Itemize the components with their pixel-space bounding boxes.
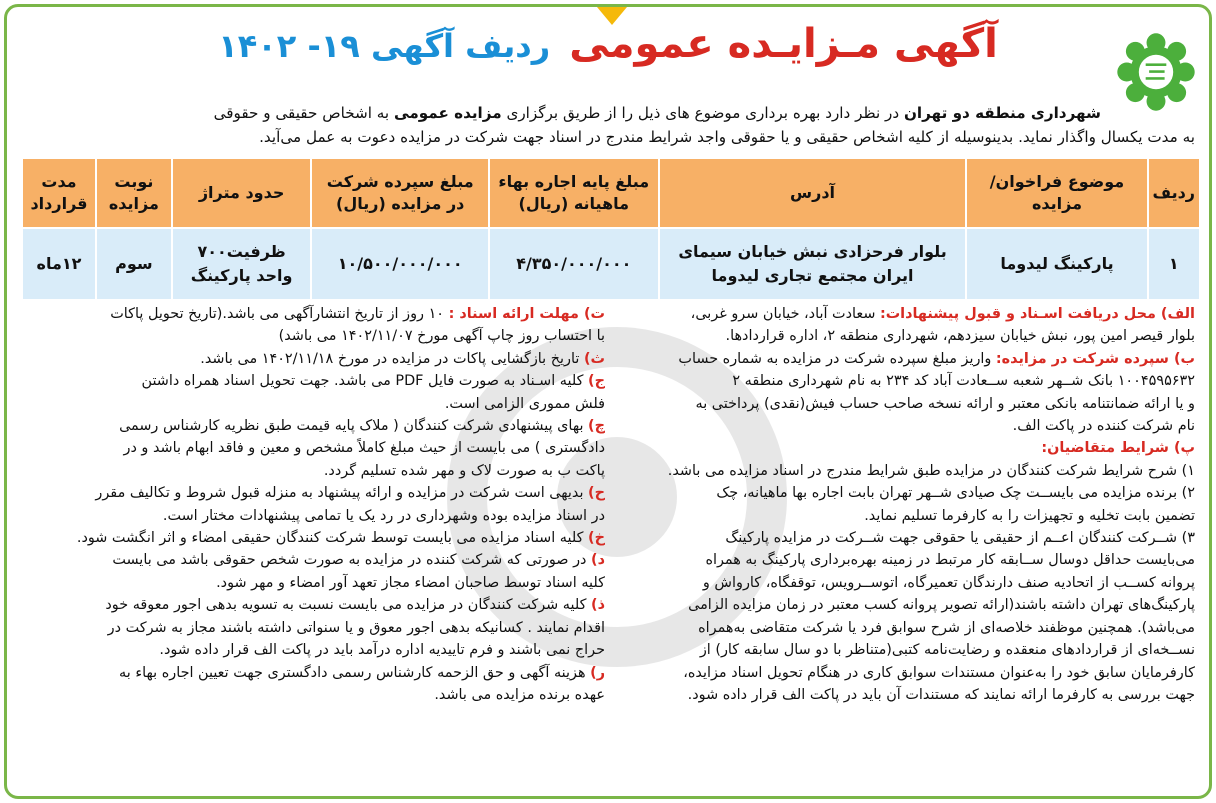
- section-j-text-2: فلش مموری الزامی است.: [444, 395, 605, 412]
- section-p-item-3-cont-2: پروانه کســب از اتحادیه صنف دارندگان تعمیرگاه، اتوســرویس، توقفگاه، کارواش و: [702, 574, 1195, 591]
- advertisement-frame: [4, 4, 1212, 799]
- section-p-title: پ) شرایط متقاضیان:: [1041, 440, 1195, 457]
- section-h-title: ح): [588, 485, 605, 502]
- intro-org: شهرداری منطقه دو تهران: [903, 104, 1101, 122]
- section-ch-title: چ): [588, 418, 605, 435]
- section-p-item-2: ۲) برنده مزایده می بایســت چک صیادی شــهر تهران بابت اجاره بها ماهیانه، چک: [716, 485, 1195, 502]
- section-p-item-2-cont: تضمین بابت تخلیه و تجهیزات را به کارفرما تسلیم نماید.: [864, 507, 1195, 524]
- header-row-number: ردیف: [1148, 158, 1200, 228]
- section-h-text: بدیهی است شرکت در مزایده و ارائه پیشنهاد به منزله قبول شروط و تکالیف مقرر: [95, 485, 584, 502]
- cell-round: سوم: [96, 228, 172, 300]
- section-r-title: ر): [590, 664, 605, 681]
- section-ch-text-3: پاکت ب به صورت لاک و مهر شده تسلیم گردد.: [323, 462, 605, 479]
- section-z-text-3: حراج نمی باشند و فرم تاییدیه اداره درآمد باید در پاکت الف قرار داده شود.: [159, 642, 605, 659]
- table-row: [22, 228, 1200, 300]
- cell-deposit: ۱۰/۵۰۰/۰۰۰/۰۰۰: [311, 228, 489, 300]
- auction-table: [21, 157, 1201, 301]
- section-z-text-2: اقدام نمایند . کسانیکه بدهی اجور معوق و یا سنواتی داشته باشند مجاز به شرکت در: [107, 619, 605, 636]
- section-b-text-2: ۱۰۰۴۵۹۵۶۳۲ بانک شــهر شعبه ســعادت آباد کد ۲۳۴ به نام شهرداری منطقه ۲: [732, 373, 1195, 390]
- section-b-text: واریز مبلغ سپرده شرکت در مزایده به شماره حساب: [678, 350, 992, 367]
- section-p-item-1: ۱) شرح شرایط شرکت کنندگان در مزایده طبق شرایط مندرج در اسناد مزایده می باشد.: [667, 462, 1195, 479]
- intro-end: به اشخاص حقیقی و حقوقی: [213, 104, 390, 122]
- section-r-text: هزینه آگهی و حق الزحمه کارشناس رسمی دادگستری جهت تعیین اجاره بهاء به: [119, 664, 586, 681]
- headline-title: آگهی مـزایـده عمومی: [569, 21, 998, 67]
- header-address: آدرس: [659, 158, 967, 228]
- section-b-title: ب) سپرده شرکت در مزایده:: [995, 350, 1195, 367]
- section-p-item-3-cont-4: می‌باشد). همچنین موظفند خلاصه‌ای از شرح سوابق فرد یا شرکت متقاضی به‌همراه: [698, 619, 1195, 636]
- conditions-left-column: [21, 303, 605, 706]
- intro-line-2: به مدت یکسال واگذار نماید. بدینوسیله از کلیه اشخاص حقیقی و یا حقوقی واجد شرایط مندرج در اسناد جهت شرکت در مزایده دعوت به عمل می‌آید.: [259, 128, 1195, 146]
- cell-row-number: ۱: [1148, 228, 1200, 300]
- section-r-text-2: عهده برنده مزایده می باشد.: [434, 686, 605, 703]
- header-deposit: مبلغ سپرده شرکت در مزایده (ریال): [311, 158, 489, 228]
- headline-row-label: ردیف آگهی ۱۹- ۱۴۰۲: [218, 27, 551, 65]
- cell-area: ظرفیت۷۰۰ واحد پارکینگ: [172, 228, 312, 300]
- section-ch-text: بهای پیشنهادی شرکت کنندگان ( ملاک پایه قیمت طبق نظریه کارشناس رسمی: [119, 418, 584, 435]
- section-p-item-3-cont-3: پارکینگ‌های تهران داشته باشند(ارائه تصویر پروانه کسب معتبر در زمان مزایده الزامی: [688, 597, 1195, 614]
- section-s-title: ث): [583, 350, 605, 367]
- header-duration: مدت قرارداد: [22, 158, 96, 228]
- section-j-title: ج): [588, 373, 605, 390]
- section-kh-text: کلیه اسناد مزایده می بایست توسط شرکت کنندگان حقیقی امضاء و اثر انگشت شود.: [76, 530, 584, 547]
- section-a-title: الف) محل دریافت اسـناد و قبول پیشنهادات:: [879, 306, 1195, 322]
- section-ch-text-2: دادگستری ) می بایست از حیث مبلغ کاملاً مشخص و معین و فاقد ابهام باشد و در: [123, 440, 605, 457]
- section-z-title: ذ): [591, 597, 605, 614]
- cell-address: بلوار فرحزادی نبش خیابان سیمای ایران مجتمع تجاری لیدوما: [659, 228, 967, 300]
- headline: [7, 21, 1209, 67]
- table-header-row: [22, 158, 1200, 228]
- section-p-item-3-cont-1: می‌بایست حداقل دوسال ســابقه کار مرتبط در زمینه بهره‌برداری پارکینگ به همراه: [705, 552, 1195, 569]
- section-t-text-2: با احتساب روز چاپ آگهی مورخ ۱۴۰۲/۱۱/۰۷ می باشد): [278, 328, 605, 345]
- section-d-text: در صورتی که شرکت کننده در مزایده به صورت شخص حقوقی باشد می بایست: [112, 552, 587, 569]
- section-b-text-3: و یا ارائه ضمانتنامه بانکی معتبر و ارائه نسخه صاحب حساب فیش(نقدی) پرداختی به: [695, 395, 1195, 412]
- header-area: حدود متراژ: [172, 158, 312, 228]
- header-subject: موضوع فراخوان/مزایده: [966, 158, 1147, 228]
- section-z-text: کلیه شرکت کنندگان در مزایده می بایست نسبت به تسویه بدهی اجور معوقه خود: [105, 597, 587, 614]
- intro-mid: در نظر دارد بهره برداری موضوع های ذیل را از طریق برگزاری: [506, 104, 900, 122]
- cell-subject: پارکینگ لیدوما: [966, 228, 1147, 300]
- section-p-item-3: ۳) شــرکت کنندگان اعــم از حقیقی یا حقوقی جهت شــرکت در مزایده پارکینگ: [725, 530, 1195, 547]
- section-d-title: د): [591, 552, 605, 569]
- section-kh-title: خ): [588, 530, 605, 547]
- section-a-text-2: بلوار قیصر امین پور، نبش خیابان سیزدهم، شهرداری منطقه ۲، اداره قراردادها.: [725, 328, 1195, 345]
- section-b-text-4: نام شرکت کننده در پاکت الف.: [1012, 418, 1195, 435]
- header-base-rent: مبلغ پایه اجاره بهاء ماهیانه (ریال): [489, 158, 659, 228]
- section-j-text: کلیه اسـناد به صورت فایل PDF می باشد. جهت تحویل اسناد همراه داشتن: [141, 373, 584, 390]
- section-a-text: سعادت آباد، خیابان سرو غربی،: [690, 306, 876, 322]
- section-t-title: ت) مهلت ارائه اسناد :: [448, 306, 605, 322]
- section-t-text: ۱۰ روز از تاریخ انتشارآگهی می باشد.(تاریخ تحویل پاکات: [110, 306, 445, 322]
- intro-auction-type: مزایده عمومی: [393, 104, 502, 122]
- header-round: نوبت مزایده: [96, 158, 172, 228]
- section-s-text: تاریخ بازگشایی پاکات در مزایده در مورخ ۱۴۰۲/۱۱/۱۸ می باشد.: [200, 350, 580, 367]
- section-h-text-2: در اسناد مزایده بوده وشهرداری در رد یک یا تمامی پیشنهادات مختار است.: [162, 507, 605, 524]
- section-p-item-3-cont-6: کارفرمایان سابق خود را به‌عنوان مستندات سوابق کاری در هنگام تحویل اسناد مزایده،: [683, 664, 1195, 681]
- section-p-item-3-cont-5: نســخه‌ای از قراردادهای منعقده و رضایت‌نامه کتبی(متناظر با دو سال سابقه کار) از: [699, 642, 1195, 659]
- section-p-item-3-cont-7: جهت بررسی به کارفرما ارائه نمایند که مستندات آن باید در پاکت الف قرار داده شود.: [687, 686, 1195, 703]
- section-d-text-2: کلیه اسناد توسط صاحبان امضاء مجاز تعهد آور امضاء و مهر شود.: [216, 574, 605, 591]
- conditions-right-column: [611, 303, 1195, 706]
- cell-duration: ۱۲ماه: [22, 228, 96, 300]
- cell-base-rent: ۴/۳۵۰/۰۰۰/۰۰۰: [489, 228, 659, 300]
- intro-line-1: [21, 101, 1101, 125]
